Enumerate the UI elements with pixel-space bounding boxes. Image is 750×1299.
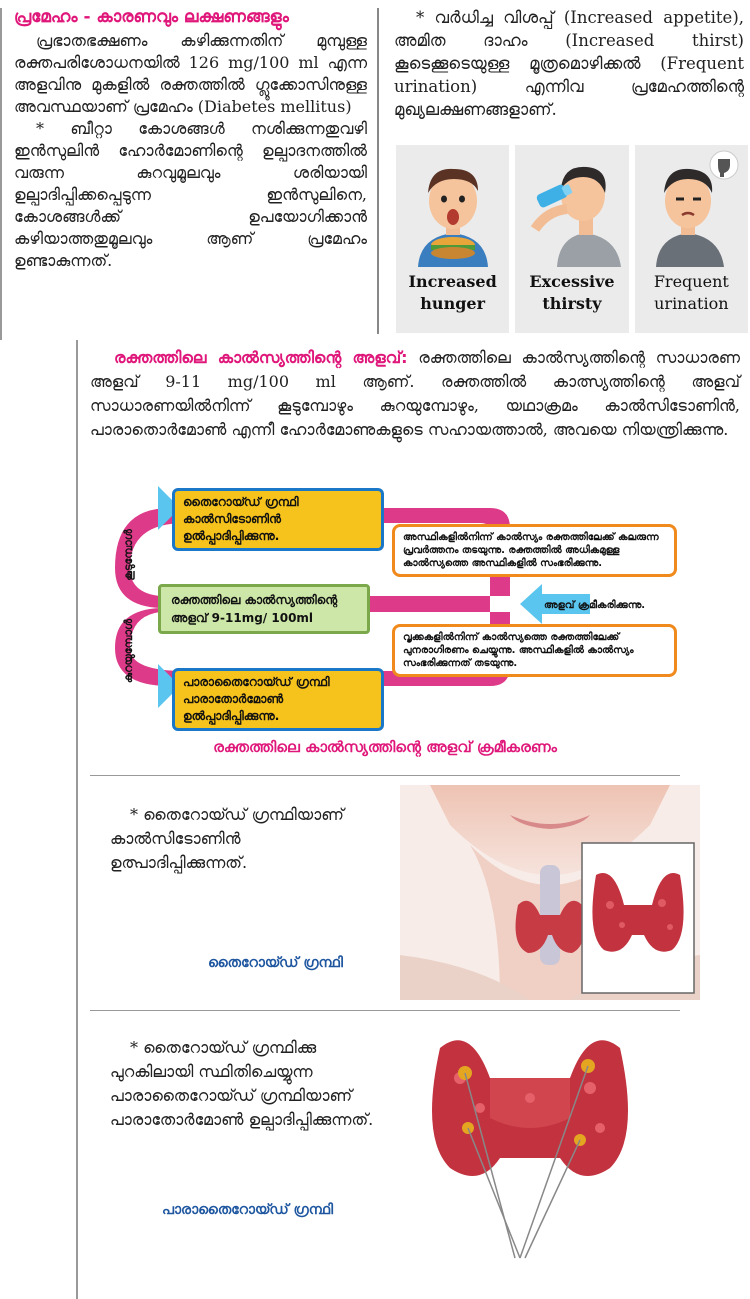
diabetes-cause-section (0, 0, 375, 340)
thyroid-caption: തൈറോയ്ഡ് ഗ്രന്ഥി (208, 955, 343, 971)
increase-label: കൂടുമ്പോൾ (122, 529, 135, 581)
thyroid-text: * തൈറോയ്ഡ് ഗ്രന്ഥിയാണ് കാൽസിടോണിൻ ഉത്പാദിപ്പിക്കുന്നത്. (110, 805, 344, 872)
parathyroid-caption: പാരാതൈറോയ്ഡ് ഗ്രന്ഥി (162, 1202, 334, 1218)
parathormone-effect-box: വൃക്കകളിൽനിന്ന് കാൽസ്യത്തെ രക്തത്തിലേക്ക് പുനരാഗിരണം ചെയ്യുന്നു. അസ്ഥികളിൽ കാൽസ്യം സംഭരിക്കുന്നത് തടയുന്നു. (392, 624, 677, 677)
lower-left-border (76, 340, 78, 1299)
parathyroid-illustration (420, 1018, 640, 1268)
calcium-level-section (90, 346, 740, 442)
decrease-label: കുറയുമ്പോൾ (122, 618, 135, 684)
thyroid-illustration (400, 785, 700, 1000)
diabetes-heading: പ്രമേഹം - കാരണവും ലക്ഷണങ്ങളും (14, 7, 289, 27)
parathormone-box: പാരാതൈറോയ്ഡ് ഗ്രന്ഥി പാരാതോർമോൺ ഉൽപ്പാദിപ്പിക്കുന്നു. (172, 668, 384, 731)
calcium-paragraph (90, 346, 740, 442)
blood-calcium-box: രക്തത്തിലെ കാൽസ്യത്തിന്റെ അളവ് 9-11mg/ 100ml (158, 584, 370, 634)
symptom-card-urination (635, 145, 748, 333)
symptom-card-thirst (515, 145, 628, 333)
regulate-label: അളവ് ക്രമീകരിക്കുന്നു. (544, 600, 646, 611)
symptoms-text: * വർധിച്ച വിശപ്പ് (Increased appetite), അമിത ദാഹം (Increased thirst) കൂടെക്കൂടെയുള്ള മൂത്രമൊഴിക്കൽ (Frequent urination) എന്നിവ പ്രമേഹത്തിന്റെ മുഖ്യലക്ഷണങ്ങളാണ്. (394, 8, 744, 119)
calcium-regulation-diagram (90, 478, 690, 728)
calcitonin-box: തൈറോയ്ഡ് ഗ്രന്ഥി കാൽസിടോണിൻ ഉൽപ്പാദിപ്പിക്കുന്നു. (172, 488, 384, 551)
calcitonin-effect-box: അസ്ഥികളിൽനിന്ന് കാൽസ്യം രക്തത്തിലേക്ക് കലരുന്ന പ്രവർത്തനം തടയുന്നു. രക്തത്തിൽ അധികമുള്ള കാൽസ്യത്തെ അസ്ഥികളിൽ സംഭരിക്കുന്നു. (392, 524, 677, 577)
column-divider (377, 8, 379, 334)
diabetes-cause-text: * ബീറ്റാ കോശങ്ങൾ നശിക്കുന്നതുവഴി ഇൻസുലിൻ ഹോർമോണിന്റെ ഉല്പാദനത്തിൽ വരുന്ന കുറവുമൂലവും ശരിയായി ഉല്പാദിപ്പിക്കപ്പെടുന്ന ഇൻസുലിനെ, കോശങ്ങൾക്ക് ഉപയോഗിക്കാൻ കഴിയാത്തതുമൂലവും ആണ് പ്രമേഹം ഉണ്ടാകുന്നത്. (14, 119, 367, 270)
thirst-label: Excessive thirsty (529, 272, 615, 313)
parathyroid-text: * തൈറോയ്ഡ് ഗ്രന്ഥിക്കു പുറകിലായി സ്ഥിതിചെയ്യുന്ന പാരാതൈറോയ്ഡ് ഗ്രന്ഥിയാണ് പാരാതോർമോൺ ഉല്പാദിപ്പിക്കുന്നത്. (110, 1038, 374, 1129)
hungry-person-icon (398, 149, 508, 267)
toilet-thought-person-icon (636, 149, 746, 267)
calcium-heading: രക്തത്തിലെ കാൽസ്യത്തിന്റെ അളവ്: (114, 348, 408, 367)
urination-label: Frequent urination (653, 272, 729, 313)
drinking-person-icon (517, 149, 627, 267)
diagram-caption: രക്തത്തിലെ കാൽസ്യത്തിന്റെ അളവ് ക്രമീകരണം (213, 738, 557, 756)
hunger-label: Increased hunger (408, 272, 497, 313)
section-divider-1 (90, 775, 680, 776)
symptom-card-hunger (396, 145, 509, 333)
symptom-cards (396, 145, 748, 333)
diabetes-definition: പ്രഭാതഭക്ഷണം കഴിക്കുന്നതിന് മുമ്പുള്ള രക്തപരിശോധനയിൽ 126 mg/100 ml എന്ന അളവിനു മുകളിൽ രക്തത്തിൽ ഗ്ലൂക്കോസിനുള്ള അവസ്ഥയാണ് പ്രമേഹം (Diabetes mellitus) (14, 31, 367, 116)
section-divider-2 (90, 1010, 680, 1011)
calcium-body: രക്തത്തിലെ കാൽസ്യത്തിന്റെ സാധാരണ അളവ് 9-11 mg/100 ml ആണ്. രക്തത്തിൽ കാത്സ്യത്തിന്റെ അളവ് സാധാരണയിൽനിന്ന് കൂടുമ്പോഴും കുറയുമ്പോഴും, യഥാക്രമം കാൽസിടോണിൻ, പാരാതൊർമോൺ എന്നീ ഹോർമോണുകളുടെ സഹായത്താൽ, അവയെ നിയന്ത്രിക്കുന്നു. (90, 348, 741, 439)
